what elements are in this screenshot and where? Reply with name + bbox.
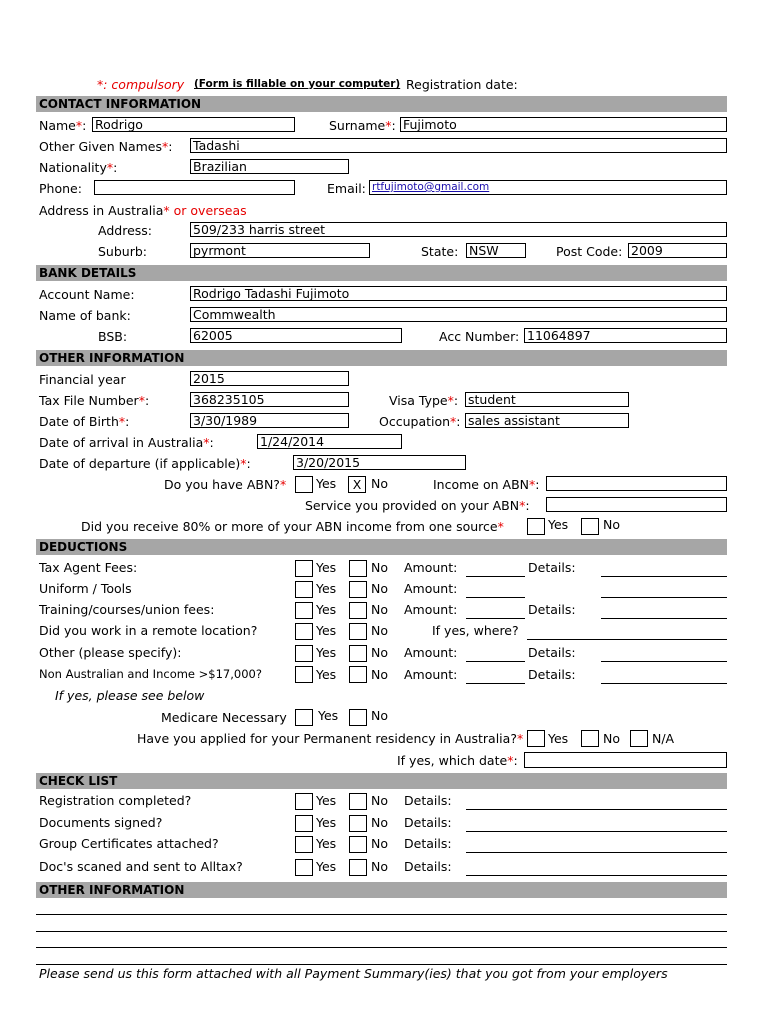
registration-completed-label: Registration completed? xyxy=(39,793,192,808)
training-no-checkbox[interactable] xyxy=(349,602,367,619)
surname-label: Surname*: xyxy=(329,118,396,133)
tax-agent-yes-checkbox[interactable] xyxy=(295,560,313,577)
reg-completed-details-label: Details: xyxy=(404,793,452,808)
have-abn-label: Do you have ABN?* xyxy=(164,477,287,492)
training-amount-line[interactable] xyxy=(466,618,525,619)
non-aus-amount-label: Amount: xyxy=(404,667,458,682)
perm-res-yes-checkbox[interactable] xyxy=(527,730,545,747)
which-date-field[interactable] xyxy=(524,752,727,768)
medicare-no-label: No xyxy=(371,708,388,723)
training-details-label: Details: xyxy=(528,602,576,617)
training-no-label: No xyxy=(371,602,388,617)
tax-file-number-label: Tax File Number*: xyxy=(39,393,150,408)
address-field[interactable]: 509/233 harris street xyxy=(190,222,727,237)
perm-res-no-label: No xyxy=(603,731,620,746)
uniform-yes-checkbox[interactable] xyxy=(295,581,313,598)
remote-no-label: No xyxy=(371,623,388,638)
uniform-tools-label: Uniform / Tools xyxy=(39,581,132,596)
footer-note: Please send us this form attached with all Payment Summary(ies) that you got from your employers xyxy=(39,966,668,981)
suburb-label: Suburb: xyxy=(98,244,147,259)
docs-signed-details-label: Details: xyxy=(404,815,452,830)
compulsory-note: *: compulsory xyxy=(97,77,185,92)
have-abn-no-checkbox[interactable]: X xyxy=(348,476,366,493)
income-on-abn-label: Income on ABN*: xyxy=(433,477,540,492)
acc-number-label: Acc Number: xyxy=(439,329,520,344)
occupation-label: Occupation*: xyxy=(379,414,461,429)
name-field[interactable]: Rodrigo xyxy=(92,117,295,132)
tax-agent-fees-label: Tax Agent Fees: xyxy=(39,560,138,575)
fillable-note: (Form is fillable on your computer) xyxy=(194,78,401,90)
section-contact-information: CONTACT INFORMATION xyxy=(36,96,727,112)
tax-agent-amount-label: Amount: xyxy=(404,560,458,575)
reg-completed-yes-label: Yes xyxy=(316,793,337,808)
reg-completed-no-label: No xyxy=(371,793,388,808)
docs-signed-no-label: No xyxy=(371,815,388,830)
occupation-field[interactable]: sales assistant xyxy=(465,413,629,428)
non-aus-yes-checkbox[interactable] xyxy=(295,666,313,683)
date-of-birth-label: Date of Birth*: xyxy=(39,414,130,429)
remote-yes-label: Yes xyxy=(316,623,337,638)
bsb-field[interactable]: 62005 xyxy=(190,328,402,343)
eighty-percent-label: Did you receive 80% or more of your ABN income from one source* xyxy=(81,519,504,534)
address-label: Address: xyxy=(98,223,152,238)
uniform-no-label: No xyxy=(371,581,388,596)
nationality-field[interactable]: Brazilian xyxy=(190,159,349,174)
group-certs-details-line[interactable] xyxy=(466,852,727,853)
uniform-no-checkbox[interactable] xyxy=(349,581,367,598)
other-specify-label: Other (please specify): xyxy=(39,645,182,660)
uniform-yes-label: Yes xyxy=(316,581,337,596)
eighty-percent-yes-checkbox[interactable] xyxy=(527,518,545,535)
tax-agent-amount-line[interactable] xyxy=(466,576,525,577)
docs-scanned-label: Doc's scaned and sent to Alltax? xyxy=(39,859,243,874)
service-abn-field[interactable] xyxy=(546,497,727,512)
have-abn-no-label: No xyxy=(371,476,388,491)
perm-res-na-checkbox[interactable] xyxy=(630,730,648,747)
eighty-percent-no-label: No xyxy=(603,517,620,532)
group-certs-yes-checkbox[interactable] xyxy=(295,836,313,853)
date-of-departure-label: Date of departure (if applicable)*: xyxy=(39,456,251,471)
perm-res-no-checkbox[interactable] xyxy=(581,730,599,747)
other-details-label: Details: xyxy=(528,645,576,660)
docs-signed-details-line[interactable] xyxy=(466,831,727,832)
medicare-yes-checkbox[interactable] xyxy=(295,709,313,726)
medicare-label: Medicare Necessary xyxy=(161,710,287,725)
eighty-percent-no-checkbox[interactable] xyxy=(581,518,599,535)
visa-type-label: Visa Type*: xyxy=(389,393,459,408)
section-deductions: DEDUCTIONS xyxy=(36,539,727,555)
other-no-label: No xyxy=(371,645,388,660)
training-details-line[interactable] xyxy=(601,618,727,619)
non-aus-amount-line[interactable] xyxy=(466,683,525,684)
tax-file-number-field[interactable]: 368235105 xyxy=(190,392,349,407)
section-check-list: CHECK LIST xyxy=(36,773,727,789)
date-of-departure-field[interactable]: 3/20/2015 xyxy=(293,455,466,470)
medicare-no-checkbox[interactable] xyxy=(349,709,367,726)
permanent-residency-label: Have you applied for your Permanent residency in Australia?* xyxy=(137,731,524,746)
group-certs-no-checkbox[interactable] xyxy=(349,836,367,853)
group-certs-yes-label: Yes xyxy=(316,836,337,851)
bsb-label: BSB: xyxy=(98,329,128,344)
state-field[interactable]: NSW xyxy=(466,243,526,258)
financial-year-field[interactable]: 2015 xyxy=(190,371,349,386)
uniform-amount-label: Amount: xyxy=(404,581,458,596)
section-bank-details: BANK DETAILS xyxy=(36,265,727,281)
training-amount-label: Amount: xyxy=(404,602,458,617)
have-abn-yes-checkbox[interactable] xyxy=(295,476,313,493)
post-code-field[interactable]: 2009 xyxy=(628,243,727,258)
see-below-note: If yes, please see below xyxy=(55,688,205,703)
non-australian-label: Non Australian and Income >$17,000? xyxy=(39,667,262,681)
docs-signed-no-checkbox[interactable] xyxy=(349,815,367,832)
have-abn-yes-label: Yes xyxy=(316,476,337,491)
reg-completed-no-checkbox[interactable] xyxy=(349,793,367,810)
docs-scanned-yes-label: Yes xyxy=(316,859,337,874)
eighty-percent-yes-label: Yes xyxy=(548,517,569,532)
surname-field[interactable]: Fujimoto xyxy=(400,117,727,132)
docs-scanned-yes-checkbox[interactable] xyxy=(295,859,313,876)
suburb-field[interactable]: pyrmont xyxy=(190,243,370,258)
docs-scanned-no-label: No xyxy=(371,859,388,874)
docs-signed-yes-label: Yes xyxy=(316,815,337,830)
remote-where-label: If yes, where? xyxy=(432,623,519,638)
section-other-information-notes: OTHER INFORMATION xyxy=(36,882,727,898)
nationality-label: Nationality*: xyxy=(39,160,118,175)
docs-scanned-details-line[interactable] xyxy=(466,875,727,876)
email-field[interactable]: rtfujimoto@gmail.com xyxy=(369,180,727,195)
bank-name-label: Name of bank: xyxy=(39,308,131,323)
account-name-field[interactable]: Rodrigo Tadashi Fujimoto xyxy=(190,286,727,301)
group-certs-no-label: No xyxy=(371,836,388,851)
non-aus-details-line[interactable] xyxy=(601,683,727,684)
service-abn-label: Service you provided on your ABN*: xyxy=(305,498,530,513)
reg-completed-details-line[interactable] xyxy=(466,809,727,810)
notes-line-3[interactable] xyxy=(36,947,727,948)
financial-year-label: Financial year xyxy=(39,372,126,387)
date-of-birth-field[interactable]: 3/30/1989 xyxy=(190,413,349,428)
tax-agent-details-label: Details: xyxy=(528,560,576,575)
uniform-amount-line[interactable] xyxy=(466,597,525,598)
registration-date-label: Registration date: xyxy=(406,77,518,92)
account-name-label: Account Name: xyxy=(39,287,135,302)
notes-line-1[interactable] xyxy=(36,914,727,915)
remote-location-label: Did you work in a remote location? xyxy=(39,623,258,638)
group-certificates-label: Group Certificates attached? xyxy=(39,836,219,851)
remote-where-line[interactable] xyxy=(527,639,727,640)
tax-agent-no-label: No xyxy=(371,560,388,575)
docs-scanned-no-checkbox[interactable] xyxy=(349,859,367,876)
state-label: State: xyxy=(421,244,459,259)
perm-res-na-label: N/A xyxy=(652,731,675,746)
non-aus-details-label: Details: xyxy=(528,667,576,682)
training-label: Training/courses/union fees: xyxy=(39,602,215,617)
remote-yes-checkbox[interactable] xyxy=(295,623,313,640)
post-code-label: Post Code: xyxy=(556,244,623,259)
which-date-label: If yes, which date*: xyxy=(397,753,518,768)
income-on-abn-field[interactable] xyxy=(546,476,727,491)
uniform-details-line[interactable] xyxy=(601,597,727,598)
other-details-line[interactable] xyxy=(601,661,727,662)
email-label: Email: xyxy=(327,181,366,196)
other-given-names-label: Other Given Names*: xyxy=(39,139,173,154)
section-other-information: OTHER INFORMATION xyxy=(36,350,727,366)
perm-res-yes-label: Yes xyxy=(548,731,569,746)
name-label: Name*: xyxy=(39,118,87,133)
medicare-yes-label: Yes xyxy=(318,708,339,723)
tax-agent-yes-label: Yes xyxy=(316,560,337,575)
other-yes-checkbox[interactable] xyxy=(295,645,313,662)
training-yes-checkbox[interactable] xyxy=(295,602,313,619)
tax-agent-no-checkbox[interactable] xyxy=(349,560,367,577)
other-given-names-field[interactable]: Tadashi xyxy=(190,138,727,153)
notes-line-2[interactable] xyxy=(36,931,727,932)
remote-no-checkbox[interactable] xyxy=(349,623,367,640)
bank-name-field[interactable]: Commwealth xyxy=(190,307,727,322)
other-yes-label: Yes xyxy=(316,645,337,660)
documents-signed-label: Documents signed? xyxy=(39,815,163,830)
tax-agent-details-line[interactable] xyxy=(601,576,727,577)
other-no-checkbox[interactable] xyxy=(349,645,367,662)
notes-line-4[interactable] xyxy=(36,964,727,965)
non-aus-yes-label: Yes xyxy=(316,667,337,682)
visa-type-field[interactable]: student xyxy=(465,392,629,407)
docs-signed-yes-checkbox[interactable] xyxy=(295,815,313,832)
date-of-arrival-field[interactable]: 1/24/2014 xyxy=(257,434,402,449)
address-in-australia-label: Address in Australia* or overseas xyxy=(39,203,247,218)
training-yes-label: Yes xyxy=(316,602,337,617)
non-aus-no-label: No xyxy=(371,667,388,682)
non-aus-no-checkbox[interactable] xyxy=(349,666,367,683)
docs-scanned-details-label: Details: xyxy=(404,859,452,874)
phone-label: Phone: xyxy=(39,181,82,196)
reg-completed-yes-checkbox[interactable] xyxy=(295,793,313,810)
date-of-arrival-label: Date of arrival in Australia*: xyxy=(39,435,214,450)
group-certs-details-label: Details: xyxy=(404,836,452,851)
other-amount-line[interactable] xyxy=(466,661,525,662)
other-amount-label: Amount: xyxy=(404,645,458,660)
acc-number-field[interactable]: 11064897 xyxy=(524,328,727,343)
phone-field[interactable] xyxy=(94,180,295,195)
